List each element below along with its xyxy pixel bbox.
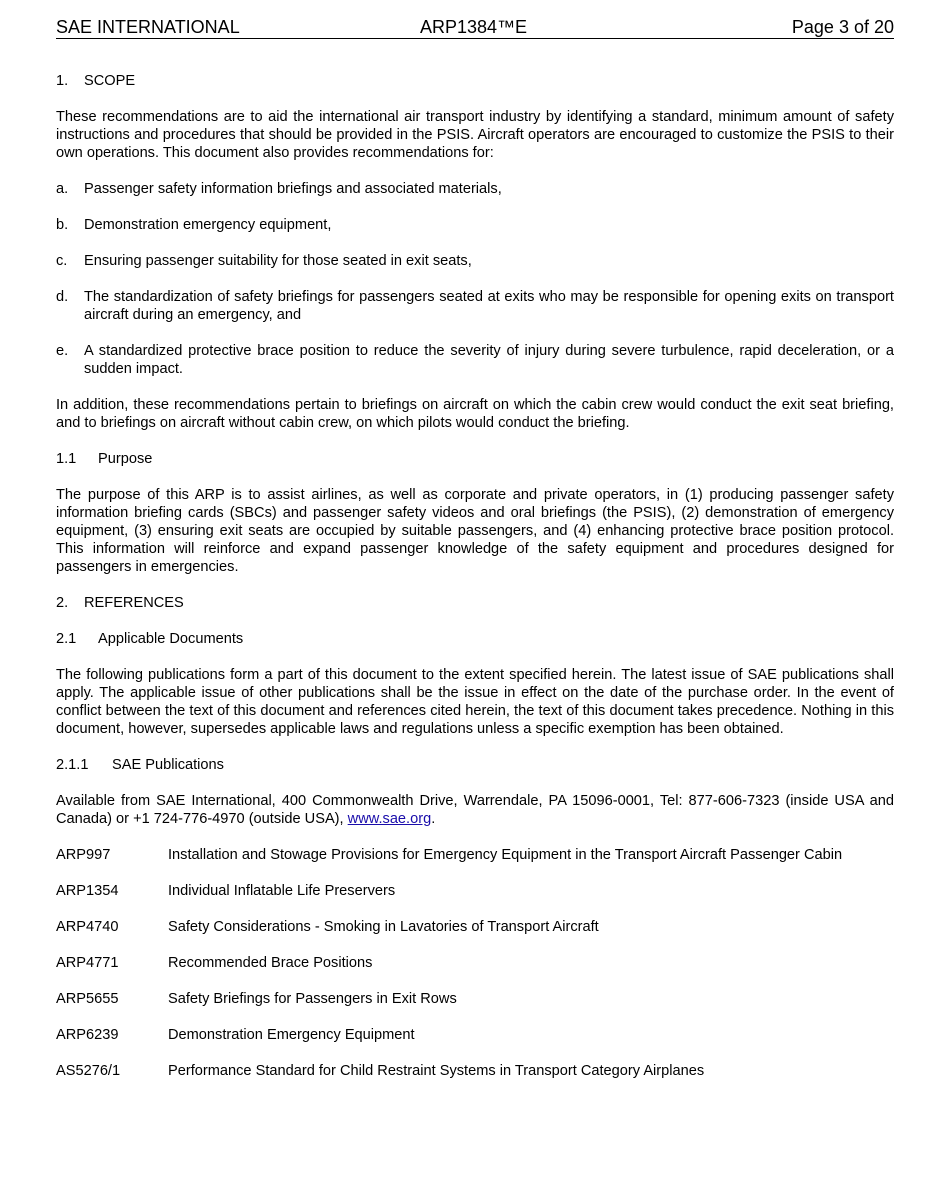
section-number: 2.1.1	[56, 757, 89, 773]
list-text: Ensuring passenger suitability for those seated in exit seats,	[84, 253, 472, 269]
section-number: 1.1	[56, 451, 77, 467]
list-text: Passenger safety information briefings and associated materials,	[84, 181, 502, 197]
header-page-number: Page 3 of 20	[791, 17, 894, 37]
scope-addition: In addition, these recommendations pertain to briefings on aircraft on which the cabin crew would conduct the exit seat briefing, and to briefings on aircraft without cabin crew, on which pilots would conduct the briefing.	[56, 397, 894, 431]
reference-title: Individual Inflatable Life Preservers	[168, 883, 396, 899]
reference-id: ARP4740	[56, 919, 119, 935]
scope-list-item	[56, 288, 894, 324]
scope-list-item	[56, 216, 894, 234]
sae-availability	[56, 792, 894, 828]
list-letter: d.	[56, 289, 69, 305]
list-text: The standardization of safety briefings for passengers seated at exits who may be responsible for opening exits on transport aircraft during an emergency, and	[84, 289, 894, 323]
list-letter: a.	[56, 181, 69, 197]
section-heading-scope	[56, 72, 894, 90]
scope-list-item	[56, 180, 894, 198]
reference-row	[56, 882, 894, 900]
section-title: REFERENCES	[84, 595, 184, 611]
reference-title: Safety Briefings for Passengers in Exit Rows	[168, 991, 457, 1007]
reference-id: ARP6239	[56, 1027, 119, 1043]
reference-title: Safety Considerations - Smoking in Lavatories of Transport Aircraft	[168, 919, 599, 935]
reference-row	[56, 918, 894, 936]
purpose-text: The purpose of this ARP is to assist airlines, as well as corporate and private operators, in (1) producing passenger safety information briefing cards (SBCs) and passenger safety videos and oral briefings (the PSIS), (2) demonstration of emergency equipment, (3) ensuring exit seats are occupied by suitable passengers, and (4) enhancing protective brace position protocol. This information will reinforce and expand passenger knowledge of the safety equipment and procedures designed for passengers in emergencies.	[56, 487, 894, 575]
scope-intro: These recommendations are to aid the international air transport industry by identifying a standard, minimum amount of safety instructions and procedures that should be provided in the PSIS. Aircraft operators are encouraged to customize the PSIS to their own operations. This document also provides recommendations for:	[56, 109, 894, 161]
section-heading-sae-publications	[56, 756, 894, 774]
list-letter: c.	[56, 253, 68, 269]
reference-row	[56, 990, 894, 1008]
reference-title: Installation and Stowage Provisions for Emergency Equipment in the Transport Aircraft Passenger Cabin	[168, 847, 843, 863]
reference-row	[56, 1062, 894, 1080]
sae-website-link[interactable]: www.sae.org	[347, 811, 432, 827]
availability-text: Available from SAE International, 400 Commonwealth Drive, Warrendale, PA 15096-0001, Tel: 877-606-7323 (inside USA and Canada) or +1 724-776-4970 (outside USA),	[56, 793, 894, 827]
list-text: Demonstration emergency equipment,	[84, 217, 332, 233]
section-number: 1.	[56, 73, 69, 89]
section-heading-purpose	[56, 450, 894, 468]
reference-row	[56, 846, 894, 864]
section-title: SAE Publications	[112, 757, 224, 773]
reference-row	[56, 1026, 894, 1044]
reference-id: ARP1354	[56, 883, 119, 899]
applicable-text: The following publications form a part of this document to the extent specified herein. The latest issue of SAE publications shall apply. The applicable issue of other publications shall be the issue in effect on the date of the purchase order. In the event of conflict between the text of this document and references cited herein, the text of this document takes precedence. Nothing in this document, however, supersedes applicable laws and regulations unless a specific exemption has been obtained.	[56, 667, 894, 737]
list-letter: b.	[56, 217, 69, 233]
section-title: Applicable Documents	[98, 631, 244, 647]
reference-id: ARP4771	[56, 955, 119, 971]
header-organization: SAE INTERNATIONAL	[56, 17, 240, 37]
document-body	[56, 72, 894, 1080]
section-heading-applicable	[56, 630, 894, 648]
reference-id: ARP997	[56, 847, 111, 863]
section-number: 2.	[56, 595, 69, 611]
reference-row	[56, 954, 894, 972]
section-number: 2.1	[56, 631, 77, 647]
scope-list-item	[56, 252, 894, 270]
section-heading-references	[56, 594, 894, 612]
reference-id: AS5276/1	[56, 1063, 121, 1079]
list-text: A standardized protective brace position to reduce the severity of injury during severe turbulence, rapid deceleration, or a sudden impact.	[84, 343, 894, 377]
reference-id: ARP5655	[56, 991, 119, 1007]
page-header	[56, 0, 894, 39]
header-document-id: ARP1384™E	[420, 17, 528, 37]
scope-list-item	[56, 342, 894, 378]
reference-title: Recommended Brace Positions	[168, 955, 373, 971]
list-letter: e.	[56, 343, 69, 359]
document-page	[56, 0, 894, 1080]
section-title: Purpose	[98, 451, 153, 467]
availability-end: .	[431, 811, 436, 827]
reference-title: Demonstration Emergency Equipment	[168, 1027, 415, 1043]
reference-title: Performance Standard for Child Restraint Systems in Transport Category Airplanes	[168, 1063, 705, 1079]
section-title: SCOPE	[84, 73, 136, 89]
